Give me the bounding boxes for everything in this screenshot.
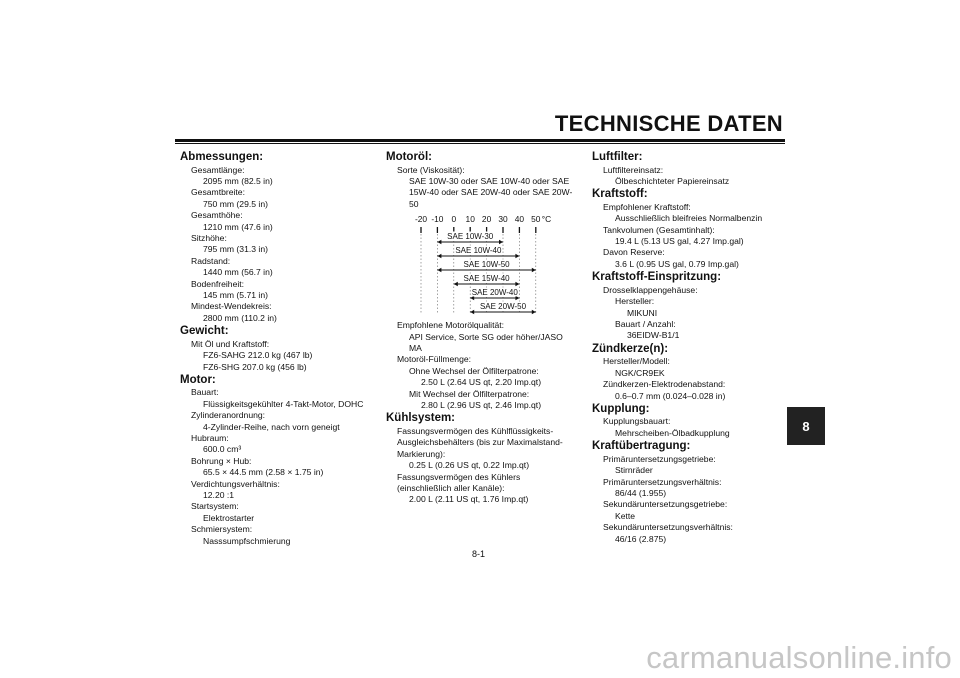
spec-line: 2095 mm (82.5 in) [203, 175, 273, 186]
viscosity-chart [408, 213, 558, 317]
spec-line: Davon Reserve: [603, 247, 665, 258]
spec-line: 36EIDW-B1/1 [627, 330, 680, 341]
chart-arrow-right [515, 254, 519, 258]
spec-line: Gesamtbreite: [191, 187, 245, 198]
section-heading: Kraftstoff: [592, 188, 648, 201]
spec-line: Primäruntersetzungsverhältnis: [603, 476, 722, 487]
spec-line: Sekundäruntersetzungsverhältnis: [603, 522, 733, 533]
spec-line: 19.4 L (5.13 US gal, 4.27 Imp.gal) [615, 236, 744, 247]
spec-line: 2.50 L (2.64 US qt, 2.20 Imp.qt) [421, 377, 542, 388]
section-heading: Kupplung: [592, 402, 650, 415]
spec-line: 2.80 L (2.96 US qt, 2.46 Imp.qt) [421, 399, 542, 410]
header-rule [175, 139, 785, 142]
chart-tick-label: -20 [414, 214, 428, 225]
spec-line: Ausgleichsbehälters (bis zur Maximalstand- [397, 437, 563, 448]
spec-line: Fassungsvermögen des Kühlflüssigkeits- [397, 425, 554, 436]
spec-line: 600.0 cm³ [203, 444, 242, 455]
chart-arrow-left [454, 282, 458, 286]
spec-line: Mindest-Wendekreis: [191, 301, 272, 312]
chart-tick-label: 30 [498, 214, 508, 225]
spec-line: Zylinderanordnung: [191, 410, 266, 421]
section-heading: Kraftübertragung: [592, 440, 691, 453]
spec-line: Ohne Wechsel der Ölfilterpatrone: [409, 365, 539, 376]
header-rule-thin [175, 143, 785, 144]
chart-arrow-right [532, 268, 536, 272]
spec-line: Schmiersystem: [191, 524, 253, 535]
spec-line: 15W-40 oder SAE 20W-40 oder SAE 20W- [409, 187, 573, 198]
chart-bar-label: SAE 15W-40 [463, 274, 510, 284]
spec-line: Mit Wechsel der Ölfilterpatrone: [409, 388, 530, 399]
spec-line: Empfohlener Kraftstoff: [603, 201, 691, 212]
spec-line: 2.00 L (2.11 US qt, 1.76 Imp.qt) [409, 494, 529, 505]
spec-line: FZ6-SAHG 212.0 kg (467 lb) [203, 350, 313, 361]
chart-bar-label: SAE 20W-50 [479, 302, 527, 312]
column-middle [386, 150, 581, 506]
engine-oil-section [386, 151, 581, 210]
spec-line: 795 mm (31.3 in) [203, 244, 268, 255]
chart-tick-label: 40 [514, 214, 525, 225]
spec-line: 1210 mm (47.6 in) [203, 221, 273, 232]
chapter-tab[interactable]: 8 [787, 407, 825, 445]
spec-line: Mit Öl und Kraftstoff: [191, 338, 270, 349]
spec-line: Verdichtungsverhältnis: [191, 478, 280, 489]
spec-line: Sekundäruntersetzungsgetriebe: [603, 499, 728, 510]
page-number: 8-1 [472, 549, 486, 559]
section-heading: Kraftstoff-Einspritzung: [592, 271, 722, 284]
spec-line: 145 mm (5.71 in) [203, 289, 268, 300]
spec-line: FZ6-SHG 207.0 kg (456 lb) [203, 361, 307, 372]
section-heading: Motoröl: [386, 151, 432, 163]
spec-line: Bohrung × Hub: [191, 455, 252, 466]
spec-line: 1440 mm (56.7 in) [203, 267, 273, 278]
spec-line: 2800 mm (110.2 in) [203, 312, 277, 323]
section-heading: Gewicht: [180, 325, 229, 338]
spec-line: Bodenfreiheit: [191, 278, 245, 289]
spec-line: Fassungsvermögen des Kühlers [397, 471, 521, 482]
spec-line: Kette [615, 510, 636, 521]
chart-tick-label: 20 [481, 214, 492, 225]
spec-line: Gesamthöhe: [191, 210, 243, 221]
chart-bar-label: SAE 20W-40 [471, 288, 518, 298]
spec-line: 12.20 :1 [203, 490, 235, 501]
spec-line: Kupplungsbauart: [603, 416, 671, 427]
spec-line: 3.6 L (0.95 US gal, 0.79 Imp.gal) [615, 258, 739, 269]
chart-unit-label: °C [541, 214, 552, 225]
spec-line: NGK/CR9EK [615, 367, 665, 378]
spec-line: Startsystem: [191, 501, 239, 512]
spec-line: Hersteller/Modell: [603, 356, 670, 367]
spec-line: 50 [409, 198, 419, 209]
chart-arrow-right [532, 310, 536, 314]
spec-line: Stirnräder [615, 465, 653, 476]
spec-line: Ausschließlich bleifreies Normalbenzin [615, 213, 763, 224]
spec-line: Tankvolumen (Gesamtinhalt): [603, 224, 715, 235]
chart-tick-label: -10 [431, 214, 444, 225]
spec-line: Radstand: [191, 255, 231, 266]
spec-line: Zündkerzen-Elektrodenabstand: [603, 379, 726, 390]
column-left [180, 150, 375, 547]
spec-line: MA [409, 342, 422, 353]
spec-line: Hersteller: [615, 296, 655, 307]
chart-tick-label: 50 [531, 214, 541, 225]
spec-line: Empfohlene Motorölqualität: [397, 320, 505, 331]
spec-line: Nasssumpfschmierung [203, 535, 291, 546]
spec-line: Primäruntersetzungsgetriebe: [603, 453, 716, 464]
spec-line: SAE 10W-30 oder SAE 10W-40 oder SAE [409, 175, 570, 186]
spec-line: Gesamtlänge: [191, 164, 245, 175]
spec-line: Luftfiltereinsatz: [603, 164, 664, 175]
chart-tick-label: 0 [451, 214, 457, 225]
section-heading: Zündkerze(n): [592, 342, 669, 355]
watermark: carmanualsonline.info [646, 640, 952, 675]
spec-line: Bauart: [191, 387, 219, 398]
section-heading: Motor: [180, 373, 216, 386]
column-right [592, 150, 782, 545]
chart-bar-label: SAE 10W-50 [463, 260, 510, 270]
spec-line: Elektrostarter [203, 512, 255, 523]
section-heading: Kühlsystem: [386, 412, 456, 425]
chart-arrow-right [515, 282, 519, 286]
spec-line: 750 mm (29.5 in) [203, 198, 268, 209]
oil-cooling-section [386, 320, 581, 506]
chart-bar-label: SAE 10W-30 [447, 232, 494, 242]
spec-line: 46/16 (2.875) [615, 533, 667, 544]
spec-line: 4-Zylinder-Reihe, nach vorn geneigt [203, 421, 340, 432]
chart-arrow-left [437, 240, 441, 244]
chart-arrow-left [437, 254, 441, 258]
spec-line: Drosselklappengehäuse: [603, 284, 698, 295]
spec-line: Bauart / Anzahl: [615, 318, 676, 329]
spec-line: Hubraum: [191, 433, 229, 444]
spec-line: 86/44 (1.955) [615, 487, 667, 498]
section-heading: Luftfilter: [592, 151, 643, 163]
spec-line: MIKUNI [627, 307, 658, 318]
spec-line: 65.5 × 44.5 mm (2.58 × 1.75 in) [203, 467, 324, 478]
spec-line: Markierung): [397, 448, 446, 459]
spec-line: (einschließlich aller Kanäle): [397, 482, 505, 493]
spec-line: Flüssigkeitsgekühlter 4-Takt-Motor, DOHC [203, 398, 364, 409]
chart-bar-label: SAE 10W-40 [455, 246, 502, 256]
section-heading: Abmessungen: [180, 151, 264, 163]
chart-arrow-left [437, 268, 441, 272]
spec-line: Mehrscheiben-Ölbadkupplung [615, 427, 730, 438]
spec-line: API Service, Sorte SG oder höher/JASO [409, 331, 563, 342]
spec-line: Sitzhöhe: [191, 232, 227, 243]
chart-arrow-left [470, 310, 474, 314]
spec-line: 0.25 L (0.26 US qt, 0.22 Imp.qt) [409, 460, 530, 471]
chart-arrow-right [499, 240, 503, 244]
page-title: TECHNISCHE DATEN [554, 111, 783, 136]
spec-line: Sorte (Viskosität): [397, 164, 465, 175]
chart-tick-label: 10 [465, 214, 475, 225]
spec-line: 0.6–0.7 mm (0.024–0.028 in) [615, 390, 726, 401]
spec-line: Ölbeschichteter Papiereinsatz [615, 175, 730, 186]
spec-line: Motoröl-Füllmenge: [397, 354, 472, 365]
